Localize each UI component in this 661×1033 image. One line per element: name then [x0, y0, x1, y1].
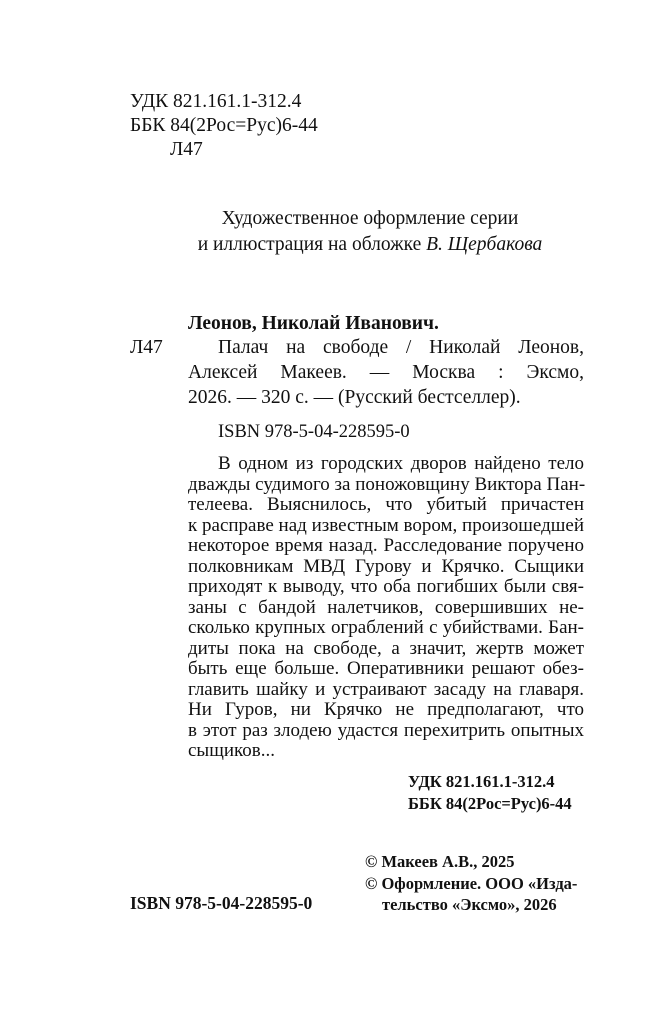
annotation-line: главить шайку и устраивают засаду на главаря.: [188, 678, 584, 700]
annotation-line: диты пока на свободе, а значит, жертв может: [188, 637, 584, 659]
annotation-line: сколько крупных ограблений с убийствами. Бан-: [188, 617, 584, 638]
design-credit-artist: В. Щербакова: [426, 234, 543, 255]
design-credit-line1: Художественное оформление серии: [221, 208, 519, 229]
annotation-line: приходят к выводу, что оба погибших были свя-: [188, 576, 584, 597]
copyright-line-1: © Макеев А.В., 2025: [365, 852, 515, 871]
copyright-line-2: © Оформление. ООО «Изда-: [365, 874, 578, 893]
footer-udk: УДК 821.161.1-312.4: [408, 772, 555, 791]
footer-bbk: ББК 84(2Рос=Рус)6-44: [408, 794, 572, 813]
annotation-line: к расправе над известным вором, произошедшей: [188, 514, 584, 536]
copyright-line-3: тельство «Эксмо», 2026: [382, 895, 557, 914]
author-mark: Л47: [170, 139, 203, 160]
bbk-code: ББК 84(2Рос=Рус)6-44: [130, 115, 318, 136]
bib-description-line-2: Алексей Макеев. — Москва : Эксмо,: [188, 362, 584, 383]
annotation-line: некоторое время назад. Расследование поручено: [188, 535, 584, 556]
annotation-line: Ни Гуров, ни Крячко не предполагают, что: [188, 699, 584, 720]
design-credit-line2: [160, 233, 580, 257]
header-codes: [130, 90, 318, 162]
annotation-line: заны с бандой налетчиков, совершивших не-: [188, 596, 584, 618]
annotation-line: сыщиков...: [188, 740, 275, 761]
footer-isbn: ISBN 978-5-04-228595-0: [130, 893, 313, 913]
author-heading: Леонов, Николай Иванович.: [188, 313, 439, 334]
annotation: [188, 454, 584, 762]
design-credit-prefix: и иллюстрация на обложке: [197, 234, 427, 255]
udk-code: УДК 821.161.1-312.4: [130, 91, 302, 112]
bib-description-line-3: 2026. — 320 с. — (Русский бестселлер).: [188, 387, 521, 408]
annotation-line: В одном из городских дворов найдено тело: [218, 453, 584, 474]
bib-isbn: ISBN 978-5-04-228595-0: [218, 422, 410, 442]
annotation-line: дважды судимого за поножовщину Виктора Пан-: [188, 473, 586, 495]
annotation-line: в этот раз злодею удастся перехитрить опытных: [188, 719, 584, 741]
bib-author-mark: Л47: [130, 337, 163, 358]
annotation-line: быть еще больше. Оперативники решают обез-: [188, 658, 584, 679]
annotation-line: полковникам МВД Гурову и Крячко. Сыщики: [188, 555, 584, 577]
bib-description-line-1: Палач на свободе / Николай Леонов,: [218, 337, 584, 358]
annotation-line: телеева. Выяснилось, что убитый причастен: [188, 494, 584, 515]
